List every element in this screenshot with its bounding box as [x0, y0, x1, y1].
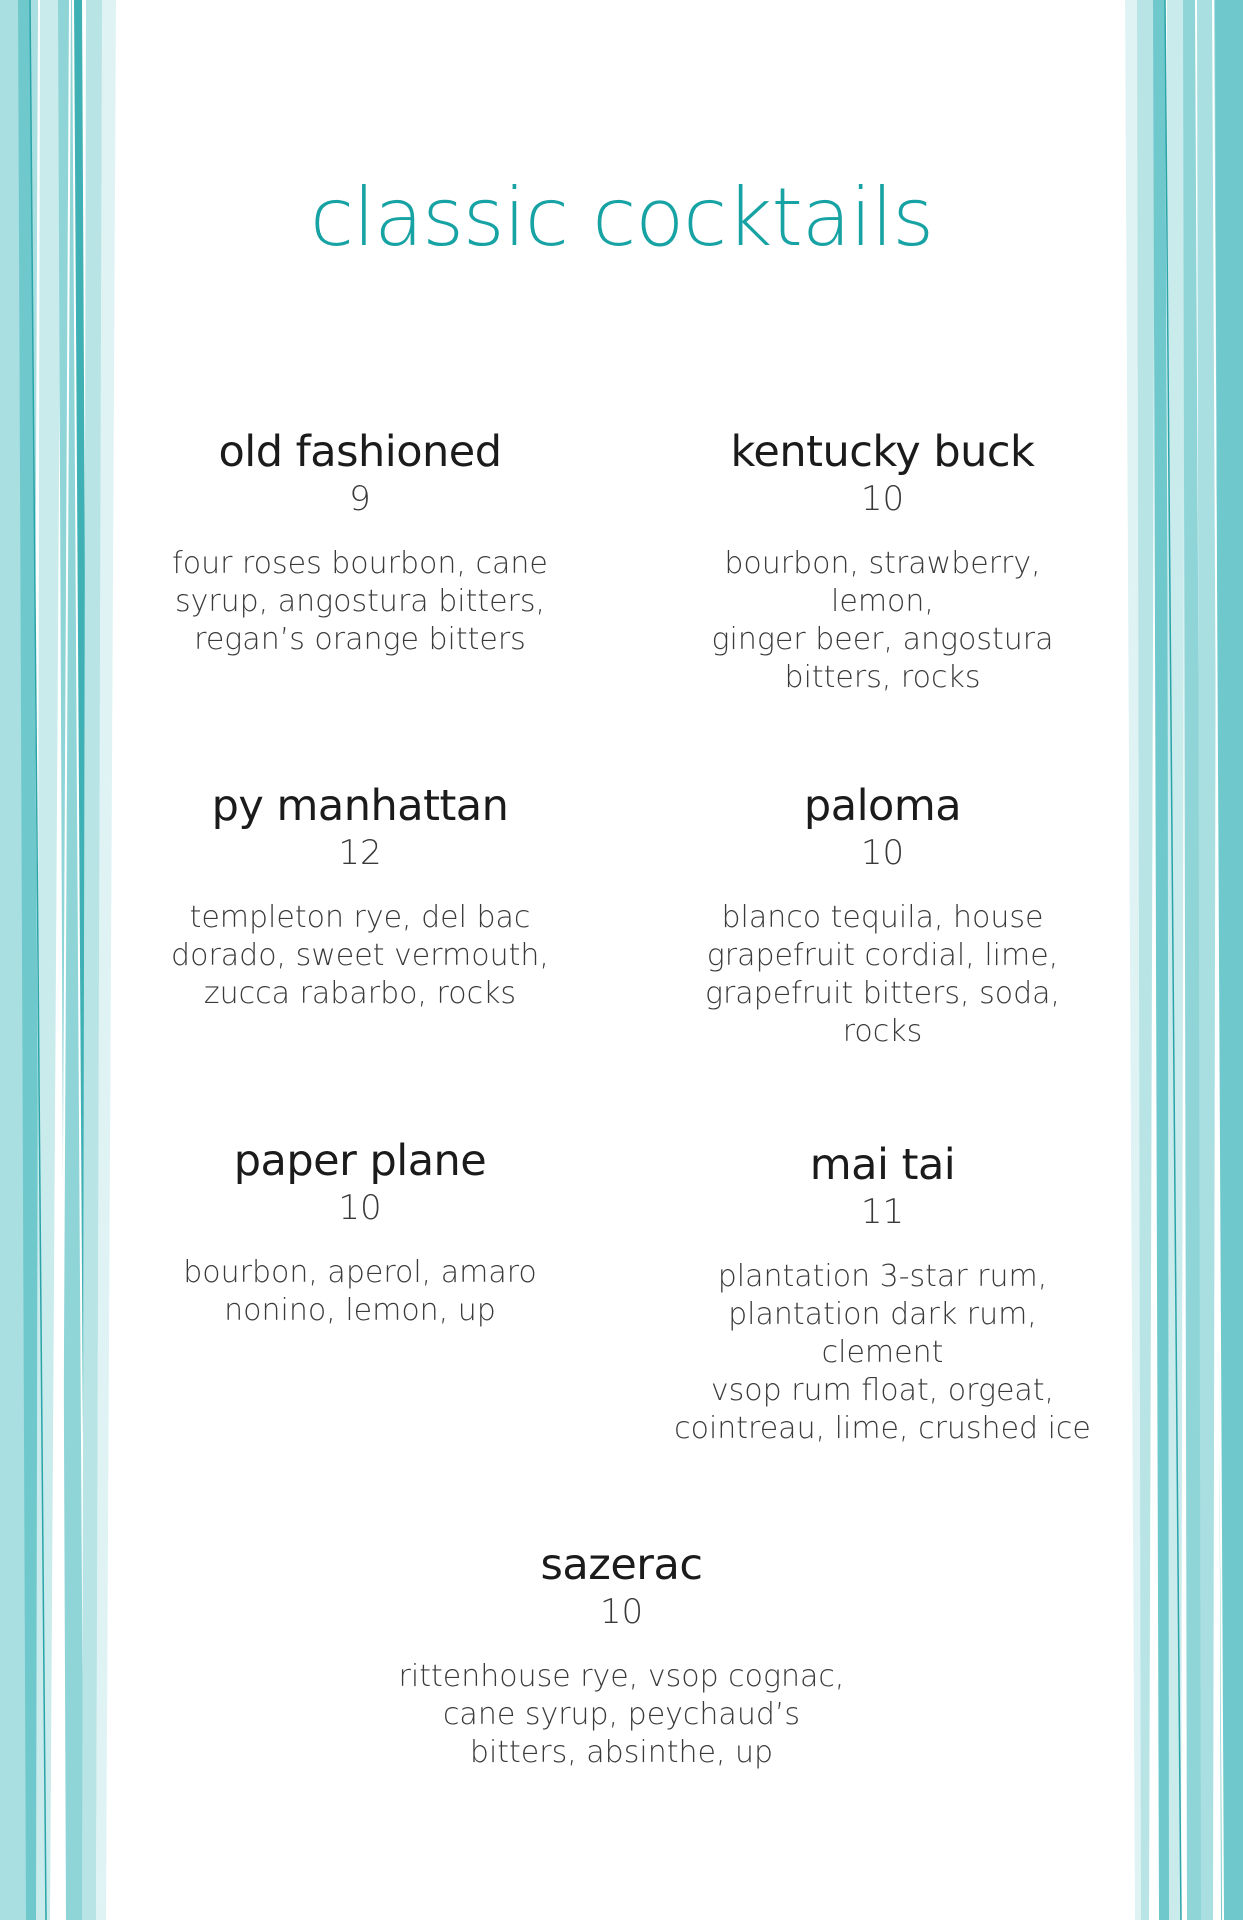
item-price: 11 [860, 1192, 905, 1232]
item-description: four roses bourbon, cane syrup, angostura bitters, regan’s orange bitters [172, 546, 548, 657]
item-name: paloma [803, 781, 962, 831]
menu-item-mai-tai [670, 1138, 1095, 1448]
item-name: kentucky buck [730, 427, 1035, 477]
menu-item-kentucky-buck [670, 425, 1095, 697]
item-price: 9 [349, 479, 371, 519]
item-name: mai tai [809, 1140, 956, 1190]
menu-item-py-manhattan [160, 779, 560, 1013]
item-price: 10 [860, 479, 905, 519]
menu-item-paper-plane [160, 1134, 560, 1330]
item-description: bourbon, strawberry, lemon, ginger beer, angostura bitters, rocks [711, 546, 1054, 695]
item-description: bourbon, aperol, amaro nonino, lemon, up [183, 1255, 537, 1328]
menu-title: classic cocktails [310, 171, 933, 264]
item-price: 10 [338, 1188, 382, 1228]
item-description: blanco tequila, house grapefruit cordial, lime, grapefruit bitters, soda, rocks [704, 900, 1061, 1049]
left-stripe-border [0, 0, 120, 1920]
right-stripe-border [1125, 0, 1243, 1920]
item-description: templeton rye, del bac dorado, sweet vermouth, zucca rabarbo, rocks [171, 900, 549, 1011]
menu-item-sazerac [370, 1538, 873, 1772]
item-description: rittenhouse rye, vsop cognac, cane syrup, peychaud’s bitters, absinthe, up [398, 1659, 845, 1770]
item-price: 10 [599, 1592, 644, 1632]
menu-item-paloma [670, 779, 1095, 1051]
item-price: 10 [860, 833, 905, 873]
menu-item-old-fashioned [160, 425, 560, 659]
item-name: old fashioned [218, 427, 502, 477]
item-name: py manhattan [211, 781, 509, 831]
item-description: plantation 3-star rum, plantation dark rum, clement vsop rum float, orgeat, cointreau, lime, crushed ice [674, 1259, 1091, 1446]
item-price: 12 [338, 833, 382, 873]
item-name: paper plane [233, 1136, 487, 1186]
item-name: sazerac [540, 1540, 703, 1590]
